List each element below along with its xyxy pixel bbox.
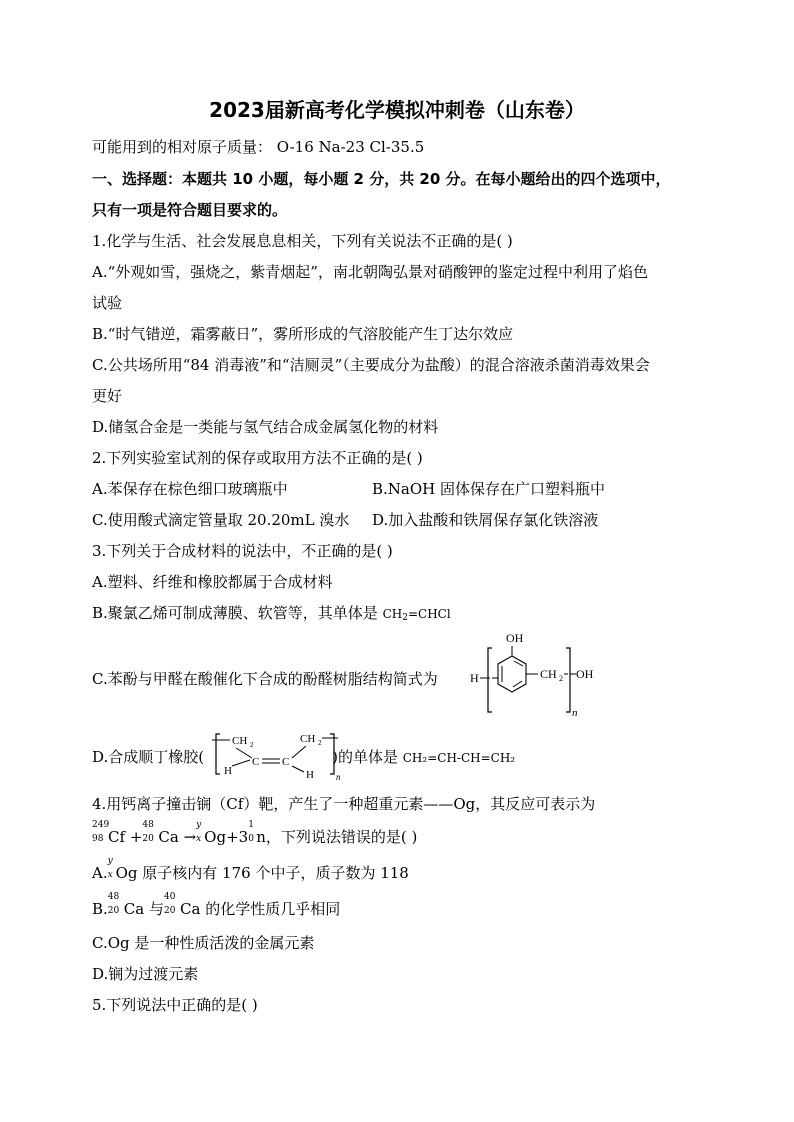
formula-part: CH <box>382 607 403 621</box>
q2-row-1 <box>92 478 712 499</box>
q4-option-d: D.锎为过渡元素 <box>92 965 199 983</box>
struct-h-right: H <box>306 769 314 781</box>
symbol-ca: Ca <box>158 828 179 846</box>
isotope-mass: 249 <box>92 820 110 830</box>
q1-stem: 1.化学与生活、社会发展息息相关，下列有关说法不正确的是( ) <box>92 232 513 250</box>
phenolic-resin-structure <box>462 628 612 718</box>
q3-option-d-text-pre: D.合成顺丁橡胶( <box>92 748 205 766</box>
og-isotope <box>196 820 204 844</box>
q2-row-2 <box>92 509 712 530</box>
q1-option-b: B.“时气错逆，霜雾蔽日”，雾所形成的气溶胶能产生丁达尔效应 <box>92 325 514 343</box>
ca48-isotope <box>107 892 124 916</box>
polybutadiene-structure <box>212 728 347 786</box>
struct-ch: CH <box>540 667 557 681</box>
exam-title: 2023届新高考化学模拟冲刺卷（山东卷） <box>209 98 585 122</box>
isotope-number: x <box>196 834 202 844</box>
struct-h-left: H <box>224 765 232 777</box>
plus-sign: + <box>129 828 143 846</box>
isotope-mass: y <box>196 820 202 830</box>
isotope-mass: 40 <box>164 892 176 902</box>
og-isotope-a <box>107 856 116 880</box>
symbol-cf: Cf <box>108 828 126 846</box>
ca40-isotope <box>164 892 180 916</box>
q4-stem-2: ，下列说法错误的是( ) <box>265 828 418 846</box>
q2-option-b: B.NaOH 固体保存在广口塑料瓶中 <box>372 480 606 498</box>
struct-oh-top: OH <box>506 631 524 645</box>
q1-option-a-cont: 试验 <box>92 294 123 312</box>
q3-option-d-formula: CH₂=CH-CH=CH₂ <box>402 751 516 765</box>
option-letter: A. <box>92 864 108 882</box>
q3-option-a: A.塑料、纤维和橡胶都属于合成材料 <box>92 573 333 591</box>
section-heading-2: 只有一项是符合题目要求的。 <box>92 201 288 219</box>
isotope-mass: 48 <box>107 892 120 902</box>
section-heading-1: 一、选择题：本题共 10 小题，每小题 2 分，共 20 分。在每小题给出的四个选项中， <box>92 170 671 188</box>
q4-option-b <box>92 892 712 919</box>
struct-ch-sub: 2 <box>559 674 563 683</box>
atomic-mass-line: 可能用到的相对原子质量： O-16 Na-23 Cl-35.5 <box>92 138 425 156</box>
arrow: → <box>183 828 197 846</box>
isotope-number: x <box>107 870 113 880</box>
isotope-mass: y <box>107 856 113 866</box>
q3-option-b <box>92 602 712 623</box>
struct-h: H <box>470 671 479 685</box>
option-letter: B. <box>92 900 108 918</box>
q3-option-d <box>92 746 712 767</box>
q2-option-a: A.苯保存在棕色细口玻璃瓶中 <box>92 480 288 498</box>
struct-oh-right: OH <box>576 667 594 681</box>
q1-option-c-cont: 更好 <box>92 387 123 405</box>
q3-option-d-text-post: )的单体是 <box>332 748 403 766</box>
q4-option-a-text: Og 原子核内有 176 个中子，质子数为 118 <box>115 864 409 882</box>
struct-c-left: C <box>252 756 260 768</box>
neutron-coefficient: +3 <box>226 828 249 846</box>
ca-isotope <box>142 820 158 844</box>
q1-option-c: C.公共场所用“84 消毒液”和“洁厕灵”（主要成分为盐酸）的混合溶液杀菌消毒效果会 <box>92 356 650 374</box>
formula-subscript: 2 <box>402 613 408 623</box>
isotope-number: 98 <box>92 834 104 844</box>
q2-option-c: C.使用酸式滴定管量取 20.20mL 溴水 <box>92 511 350 529</box>
struct-ch-left: CH <box>232 735 248 747</box>
q2-stem: 2.下列实验室试剂的保存或取用方法不正确的是( ) <box>92 449 423 467</box>
isotope-mass: 1 <box>248 820 254 830</box>
q4-equation-line <box>92 820 712 847</box>
q3-option-b-formula <box>383 607 451 621</box>
struct-ch-right-sub: 2 <box>318 739 322 747</box>
isotope-number: 20 <box>142 834 154 844</box>
q4-option-a <box>92 856 712 883</box>
isotope-number: 20 <box>107 906 120 916</box>
q1-option-d: D.储氢合金是一类能与氢气结合成金属氢化物的材料 <box>92 418 439 436</box>
isotope-mass: 48 <box>142 820 154 830</box>
isotope-number: 0 <box>248 834 254 844</box>
q4-stem-1: 4.用钙离子撞击锎（Cf）靶，产生了一种超重元素——Og，其反应可表示为 <box>92 795 596 813</box>
q3-option-b-text: B.聚氯乙烯可制成薄膜、软管等，其单体是 <box>92 604 383 622</box>
symbol-og: Og <box>204 828 227 846</box>
q2-option-d: D.加入盐酸和铁屑保存氯化铁溶液 <box>372 511 599 529</box>
n-isotope <box>248 820 256 844</box>
q4-option-b-mid: Ca 与 <box>123 900 164 918</box>
q3-stem: 3.下列关于合成材料的说法中，不正确的是( ) <box>92 542 393 560</box>
symbol-n: n <box>256 828 266 846</box>
q5-stem: 5.下列说法中正确的是( ) <box>92 996 258 1014</box>
isotope-number: 20 <box>164 906 176 916</box>
struct-n-2: n <box>336 772 341 782</box>
q4-option-c: C.Og 是一种性质活泼的金属元素 <box>92 934 315 952</box>
formula-part: =CHCl <box>407 607 451 621</box>
cf-isotope <box>92 820 110 844</box>
q3-option-c-text: C.苯酚与甲醛在酸催化下合成的酚醛树脂结构简式为 <box>92 670 438 688</box>
struct-c-right: C <box>282 756 290 768</box>
q4-option-b-text: Ca 的化学性质几乎相同 <box>180 900 341 918</box>
struct-ch-left-sub: 2 <box>250 741 254 749</box>
q1-option-a: A.“外观如雪，强烧之，紫青烟起”，南北朝陶弘景对硝酸钾的鉴定过程中利用了焰色 <box>92 263 648 281</box>
struct-ch-right: CH <box>300 733 316 745</box>
struct-n: n <box>572 707 578 718</box>
